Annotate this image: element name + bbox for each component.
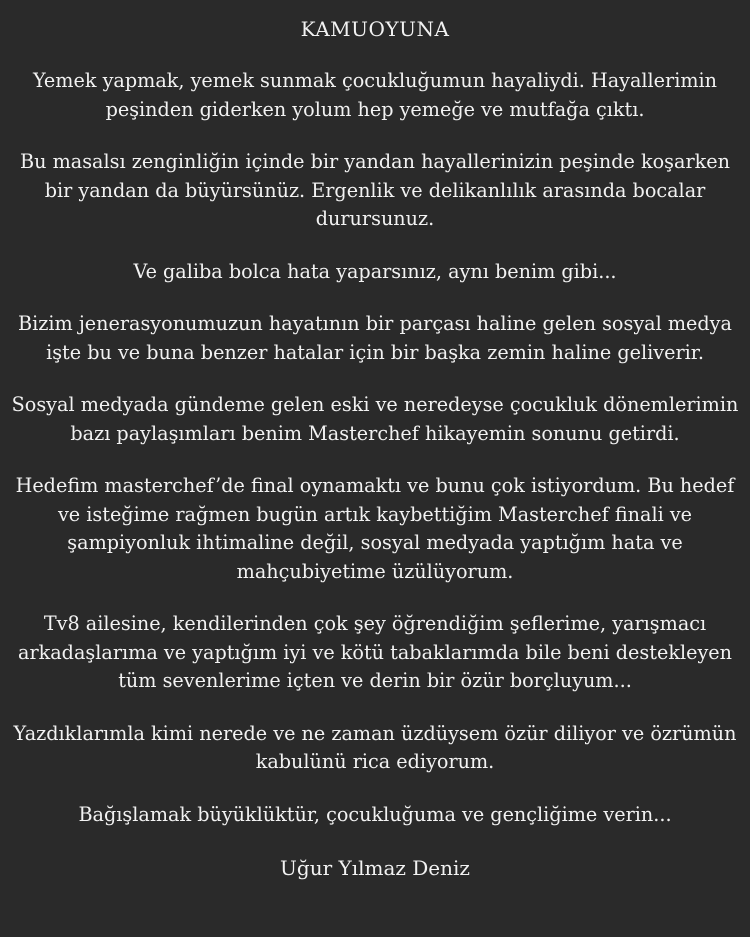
paragraph-4: Bizim jenerasyonumuzun hayatının bir parçası haline gelen sosyal medya işte bu ve buna benzer hatalar için bir başka zemin haline geliverir. — [18, 312, 732, 364]
paragraph-8: Yazdıklarımla kimi nerede ve ne zaman üzdüysem özür diliyor ve özrümün kabulünü rica ediyorum. — [13, 721, 737, 773]
paragraph-9: Bağışlamak büyüklüktür, çocukluğuma ve gençliğime verin... — [78, 802, 672, 826]
paragraph-6: Hedefim masterchef’de final oynamaktı ve bunu çok istiyordum. Bu hedef ve isteğime rağmen bugün artık kaybettiğim Masterchef finali ve şampiyonluk ihtimaline değil, sosyal medyada yaptığım hata ve mahçubiyetime üzülüyorum. — [15, 474, 735, 583]
paragraph-7: Tv8 ailesine, kendilerinden çok şey öğrendiğim şeflerime, yarışmacı arkadaşlarıma ve yaptığım iyi ve kötü tabaklarımda bile beni destekleyen tüm sevenlerime içten ve derin bir özür borçluyum... — [18, 612, 732, 692]
paragraph-5: Sosyal medyada gündeme gelen eski ve neredeyse çocukluk dönemlerimin bazı paylaşımları benim Masterchef hikayemin sonunu getirdi. — [11, 393, 739, 445]
document-title: KAMUOYUNA — [300, 17, 450, 41]
paragraph-1: Yemek yapmak, yemek sunmak çocukluğumun hayaliydi. Hayallerimin peşinden giderken yolum hep yemeğe ve mutfağa çıktı. — [32, 69, 718, 121]
paragraph-2: Bu masalsı zenginliğin içinde bir yandan hayallerinizin peşinde koşarken bir yandan da büyürsünüz. Ergenlik ve delikanlılık arasında bocalar durursunuz. — [20, 150, 730, 230]
signature: Uğur Yılmaz Deniz — [280, 856, 470, 880]
paragraph-3: Ve galiba bolca hata yaparsınız, aynı benim gibi... — [133, 259, 617, 283]
